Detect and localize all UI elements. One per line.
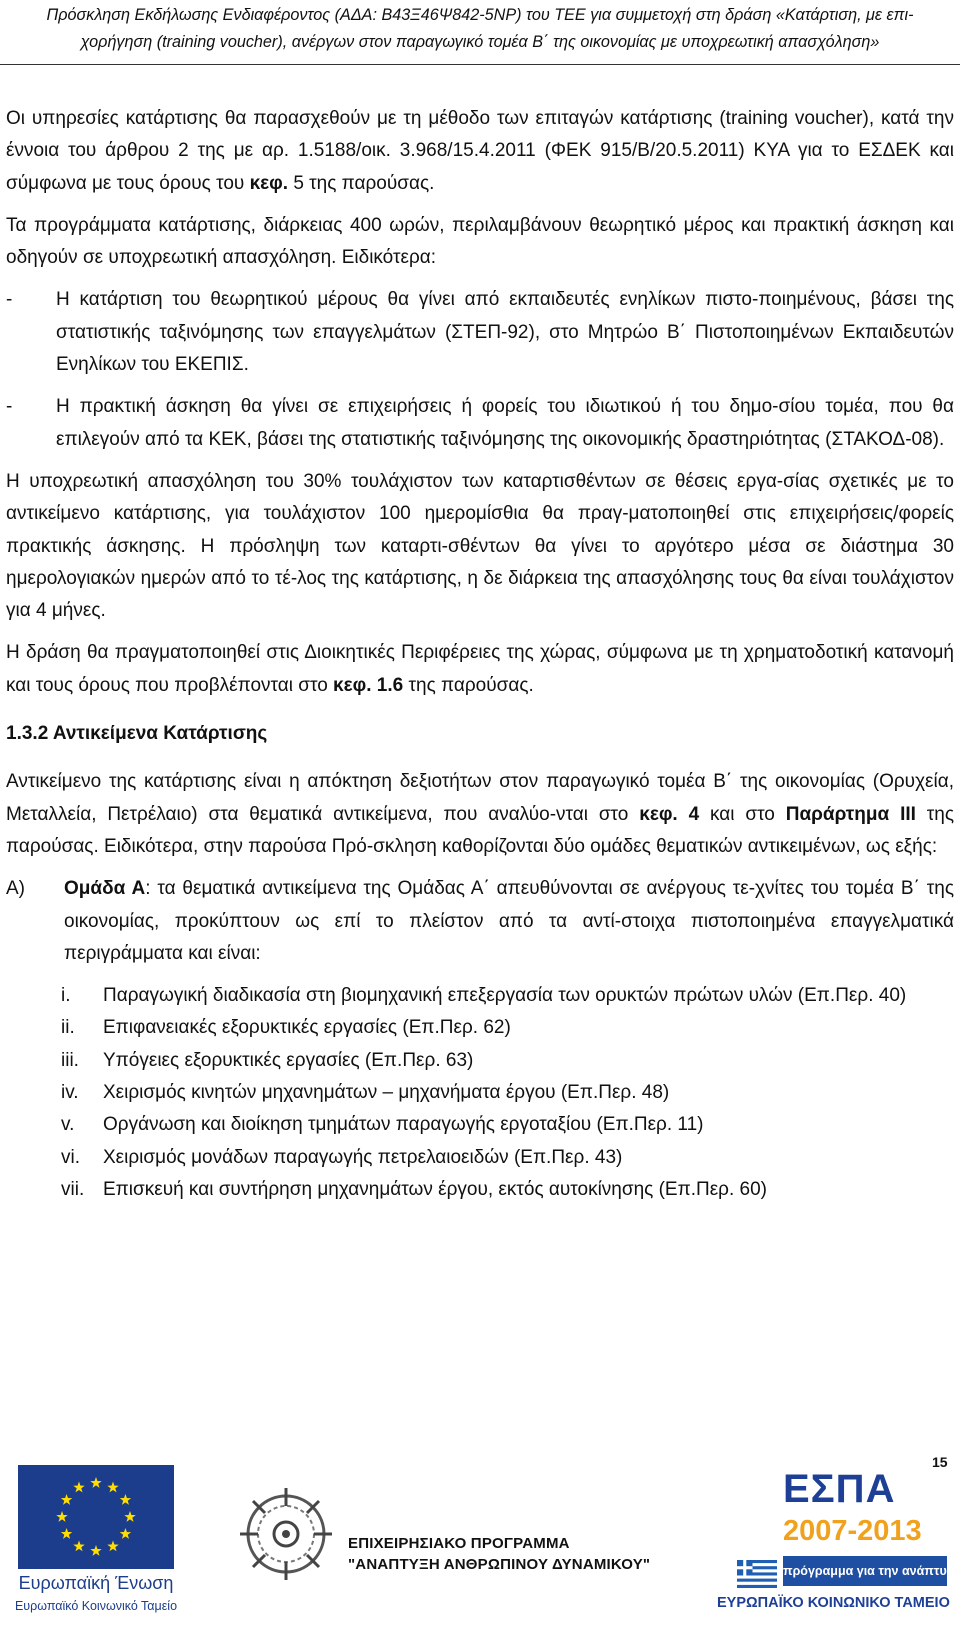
page-number: 15: [932, 1454, 948, 1470]
annex-ref: Παράρτημα ΙΙΙ: [785, 803, 916, 825]
subject-list: [61, 980, 954, 1206]
list-text: Υπόγειες εξορυκτικές εργασίες (Επ.Περ. 63): [103, 1049, 474, 1071]
espa-wordmark: ΕΣΠΑ: [783, 1467, 896, 1511]
group-description: : τα θεματικά αντικείμενα της Ομάδας Α΄ απευθύνονται σε ανέργους τε-χνίτες του τομέα Β΄ της οικονομίας, προκύπτουν ως επί το πλείστον από τα αντί-στοιχα πιστοποιημένα επαγγελματικά περιγράμματα και είναι:: [64, 878, 955, 964]
paragraph-programs: Τα προγράμματα κατάρτισης, διάρκειας 400 ωρών, περιλαμβάνουν θεωρητικό μέρος και πρακτική άσκηση και οδηγούν σε υποχρεωτική απασχόληση. Ειδικότερα:: [6, 214, 954, 269]
paragraph-training-services: [6, 103, 954, 200]
paragraph-text: της παρούσας.: [403, 674, 534, 696]
dash-item-practice: [6, 391, 954, 456]
page-header: [0, 2, 960, 56]
list-number: ii.: [61, 1017, 75, 1039]
dash-marker: -: [6, 289, 13, 311]
esf-label: ΕΥΡΩΠΑΪΚΟ ΚΟΙΝΩΝΙΚΟ ΤΑΜΕΙΟ: [717, 1595, 950, 1611]
op-title-line-1: ΕΠΙΧΕΙΡΗΣΙΑΚΟ ΠΡΟΓΡΑΜΜΑ: [348, 1535, 570, 1552]
espa-years: 2007-2013: [783, 1515, 922, 1547]
espa-tagline: πρόγραμμα για την ανάπτυξη: [783, 1556, 947, 1586]
eu-flag-icon: [18, 1465, 174, 1569]
paragraph-text: και στο: [699, 803, 786, 825]
group-text: [64, 873, 954, 970]
paragraph-employment: Η υποχρεωτική απασχόληση του 30% τουλάχιστον των καταρτισθέντων σε θέσεις εργα-σίας σχετικές με το αντικείμενο κατάρτισης, για τουλάχιστον 100 ημερομίσθια θα πραγ-ματοποιηθεί στις επιχειρήσεις/φορείς πρακτικής άσκησης. Η πρόσληψη των καταρτι-σθέντων θα γίνει το αργότερο μέσα σε διάστημα 30 ημερολογιακών ημερών από το τέ-λος της κατάρτισης, η δε διάρκεια της απασχόλησης τους θα είναι τουλάχιστον για 4 μήνες.: [6, 470, 954, 622]
list-number: v.: [61, 1114, 75, 1136]
group-a: [6, 873, 954, 970]
op-logo: [236, 1478, 651, 1598]
list-text: Παραγωγική διαδικασία στη βιομηχανική επεξεργασία των ορυκτών πρώτων υλών (Επ.Περ. 40): [103, 985, 907, 1007]
list-number: iii.: [61, 1049, 79, 1071]
chapter-ref: κεφ. 1.6: [333, 674, 404, 696]
header-line-2: χορήγηση (training voucher), ανέργων στον παραγωγικό τομέα Β΄ της οικονομίας με υποχρεωτική απασχόληση»: [80, 33, 880, 51]
paragraph-text: Οι υπηρεσίες κατάρτισης θα παρασχεθούν με τη μέθοδο των επιταγών κατάρτισης (training voucher), κατά την έννοια του άρθρου 2 της με αρ. 1.5188/οικ. 3.968/15.4.2011 (ΦΕΚ 915/Β/20.5.2011) ΚΥΑ για το ΕΣΔΕΚ και σύμφωνα με τους όρους του: [6, 108, 954, 194]
chapter-ref: κεφ.: [249, 172, 289, 194]
chapter-ref: κεφ. 4: [639, 803, 700, 825]
list-number: iv.: [61, 1082, 79, 1104]
list-number: vi.: [61, 1146, 80, 1168]
paragraph-text: Η δράση θα πραγματοποιηθεί στις Διοικητικές Περιφέρειες της χώρας, σύμφωνα με τη χρηματοδοτική κατανομή και τους όρους που προβλέπονται στο: [6, 642, 954, 696]
list-item: [61, 1012, 954, 1044]
document-body: [6, 103, 954, 1206]
eu-logo: [10, 1465, 182, 1627]
paragraph-training-subjects: [6, 766, 954, 863]
op-title-line-2: "ΑΝΑΠΤΥΞΗ ΑΝΘΡΩΠΙΝΟΥ ΔΥΝΑΜΙΚΟΥ": [348, 1556, 651, 1573]
list-item: [61, 1077, 954, 1109]
eu-caption: Ευρωπαϊκή Ένωση: [18, 1573, 174, 1593]
list-item: [61, 980, 954, 1012]
list-item: [61, 1109, 954, 1141]
dash-item-text: Η πρακτική άσκηση θα γίνει σε επιχειρήσεις ή φορείς του ιδιωτικού ή του δημο-σίου τομέα, που θα επιλεγούν από τα ΚΕΚ, βάσει της στατιστικής ταξινόμησης της οικονομικής δραστηριότητας (ΣΤΑΚΟΔ-08).: [56, 396, 954, 450]
list-item: [61, 1142, 954, 1174]
paragraph-text: 5 της παρούσας.: [288, 172, 435, 194]
list-item: [61, 1045, 954, 1077]
list-text: Επισκευή και συντήρηση μηχανημάτων έργου, εκτός αυτοκίνησης (Επ.Περ. 60): [103, 1178, 768, 1200]
list-text: Οργάνωση και διοίκηση τμημάτων παραγωγής εργοταξίου (Επ.Περ. 11): [103, 1114, 704, 1136]
list-text: Επιφανειακές εξορυκτικές εργασίες (Επ.Περ. 62): [103, 1017, 511, 1039]
dash-item-theory: [6, 284, 954, 381]
list-item: [61, 1174, 954, 1206]
header-rule: [0, 64, 960, 65]
dash-item-text: Η κατάρτιση του θεωρητικού μέρους θα γίνει από εκπαιδευτές ενηλίκων πιστο-ποιημένους, βάσει της στατιστικής ταξινόμησης των επαγγελμάτων (ΣΤΕΠ-92), στο Μητρώο Β΄ Πιστοποιημένων Εκπαιδευτών Ενηλίκων του ΕΚΕΠΙΣ.: [56, 289, 954, 376]
list-text: Χειρισμός κινητών μηχανημάτων – μηχανήματα έργου (Επ.Περ. 48): [103, 1082, 670, 1104]
section-title: 1.3.2 Αντικείμενα Κατάρτισης: [6, 723, 268, 745]
greek-flag-icon: [737, 1560, 777, 1588]
dash-marker: -: [6, 396, 13, 418]
esf-caption: Ευρωπαϊκό Κοινωνικό Ταμείο: [14, 1599, 178, 1613]
paragraph-regions: [6, 637, 954, 702]
group-label: Ομάδα Α: [64, 878, 146, 900]
compass-rose-icon: [236, 1484, 336, 1584]
paragraph-text: της παρούσας. Ειδικότερα, στην παρούσα Πρό-σκληση καθορίζονται δύο ομάδες θεματικών αντικειμένων, ως εξής:: [6, 803, 954, 857]
paragraph-text: Αντικείμενο της κατάρτισης είναι η απόκτηση δεξιοτήτων στον παραγωγικό τομέα Β΄ της οικονομίας (Ορυχεία, Μεταλλεία, Πετρέλαιο) στα θεματικά αντικείμενα, που αναλύο-νται στο: [6, 771, 954, 825]
list-number: i.: [61, 985, 71, 1007]
header-line-1: Πρόσκληση Εκδήλωσης Ενδιαφέροντος (ΑΔΑ: Β43Ξ46Ψ842-5ΝΡ) του ΤΕΕ για συμμετοχή στη δράση «Κατάρτιση, με επι-: [46, 6, 914, 24]
list-text: Χειρισμός μονάδων παραγωγής πετρελαιοειδών (Επ.Περ. 43): [103, 1146, 623, 1168]
espa-logo: [717, 1465, 960, 1627]
group-marker: Α): [6, 878, 25, 900]
list-number: vii.: [61, 1178, 85, 1200]
